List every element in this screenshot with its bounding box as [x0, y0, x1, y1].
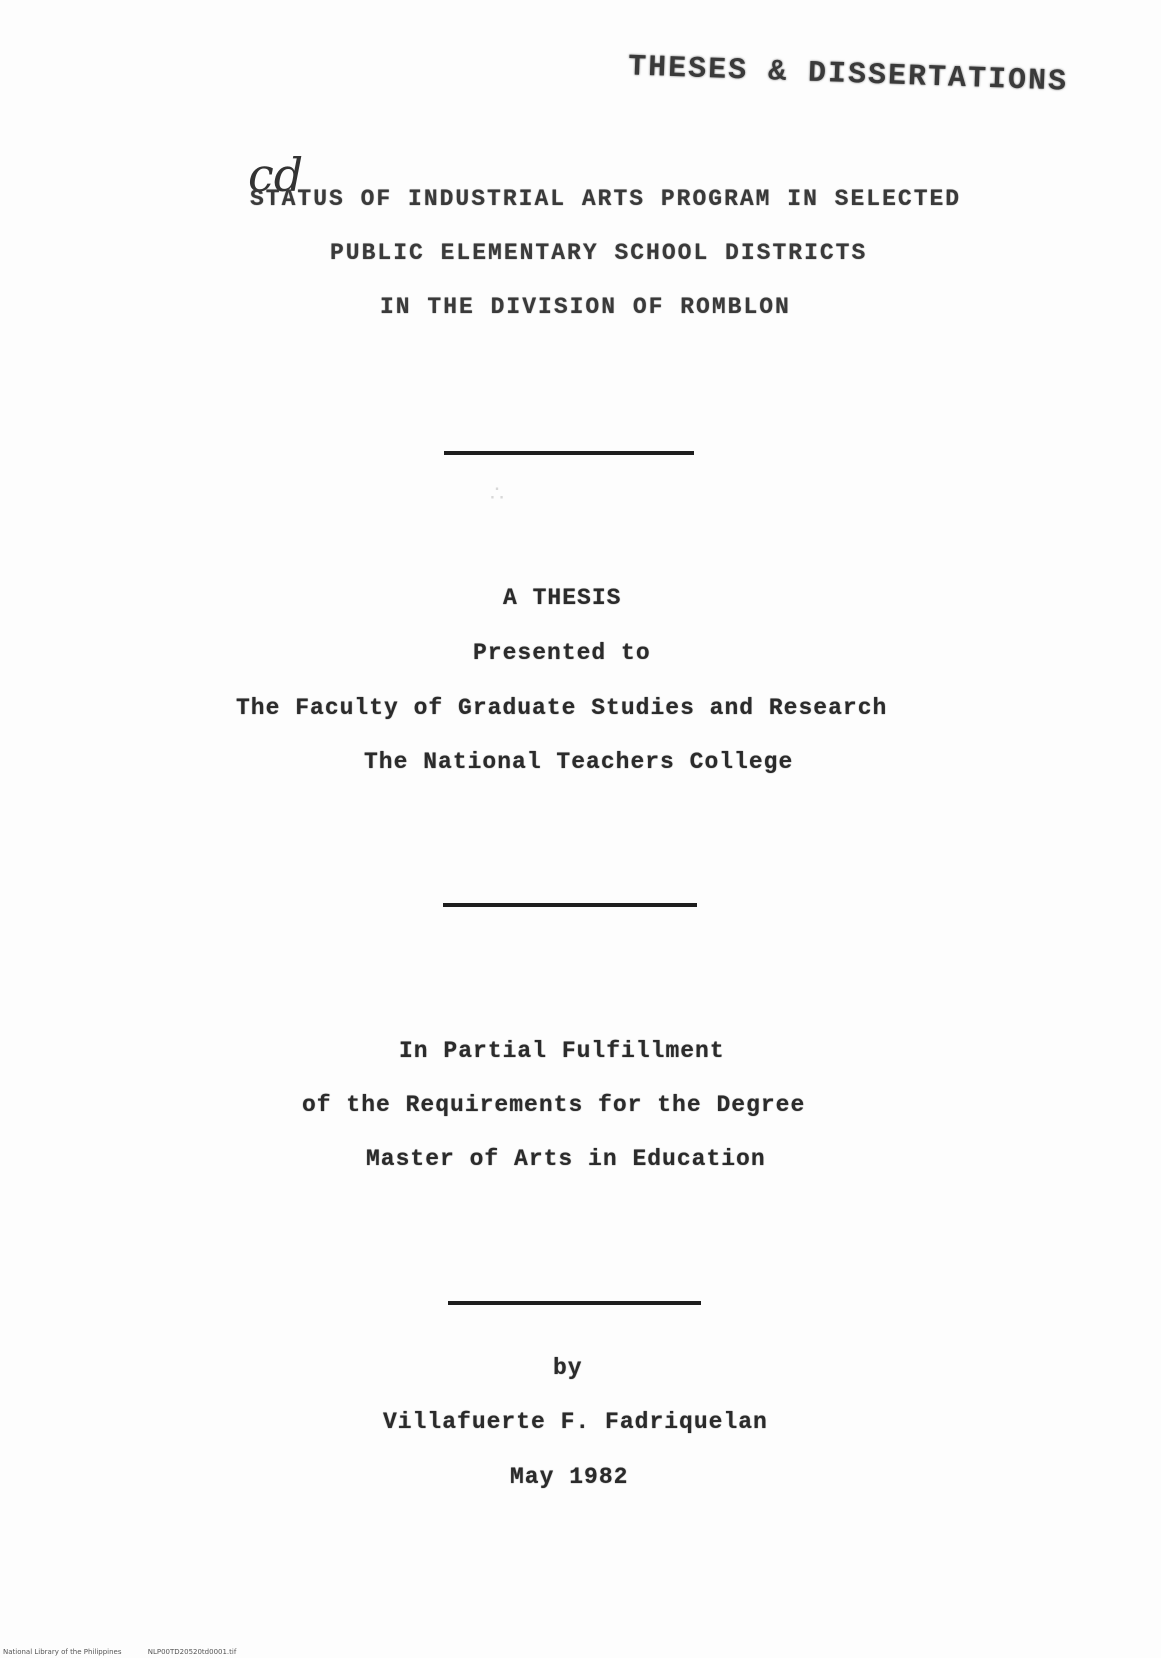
divider-rule-3 [448, 1301, 701, 1305]
thesis-label: A THESIS [503, 585, 622, 611]
faint-smudge-mark: ∴ [490, 482, 504, 507]
handwritten-annotation: cd [248, 148, 304, 202]
by-label: by [553, 1355, 583, 1381]
degree-name: Master of Arts in Education [366, 1146, 766, 1172]
college-name: The National Teachers College [364, 749, 794, 775]
footer-filename: NLP00TD20520td0001.tif [147, 1648, 237, 1656]
submission-date: May 1982 [510, 1464, 629, 1490]
presented-to-label: Presented to [473, 640, 651, 666]
fulfillment-line-2: of the Requirements for the Degree [302, 1092, 806, 1118]
author-name: Villafuerte F. Fadriquelan [383, 1409, 768, 1435]
divider-rule-2 [443, 903, 697, 907]
faculty-name: The Faculty of Graduate Studies and Research [236, 695, 888, 721]
title-line-1: STATUS OF INDUSTRIAL ARTS PROGRAM IN SELECTED [250, 186, 962, 212]
title-line-3: IN THE DIVISION OF ROMBLON [380, 294, 791, 320]
footer-library: National Library of the Philippines [3, 1648, 122, 1656]
fulfillment-line-1: In Partial Fulfillment [399, 1038, 725, 1064]
scan-footer [3, 1648, 260, 1656]
title-line-2: PUBLIC ELEMENTARY SCHOOL DISTRICTS [330, 240, 868, 266]
collection-stamp: THESES & DISSERTATIONS [627, 50, 1069, 100]
divider-rule-1 [444, 451, 694, 455]
